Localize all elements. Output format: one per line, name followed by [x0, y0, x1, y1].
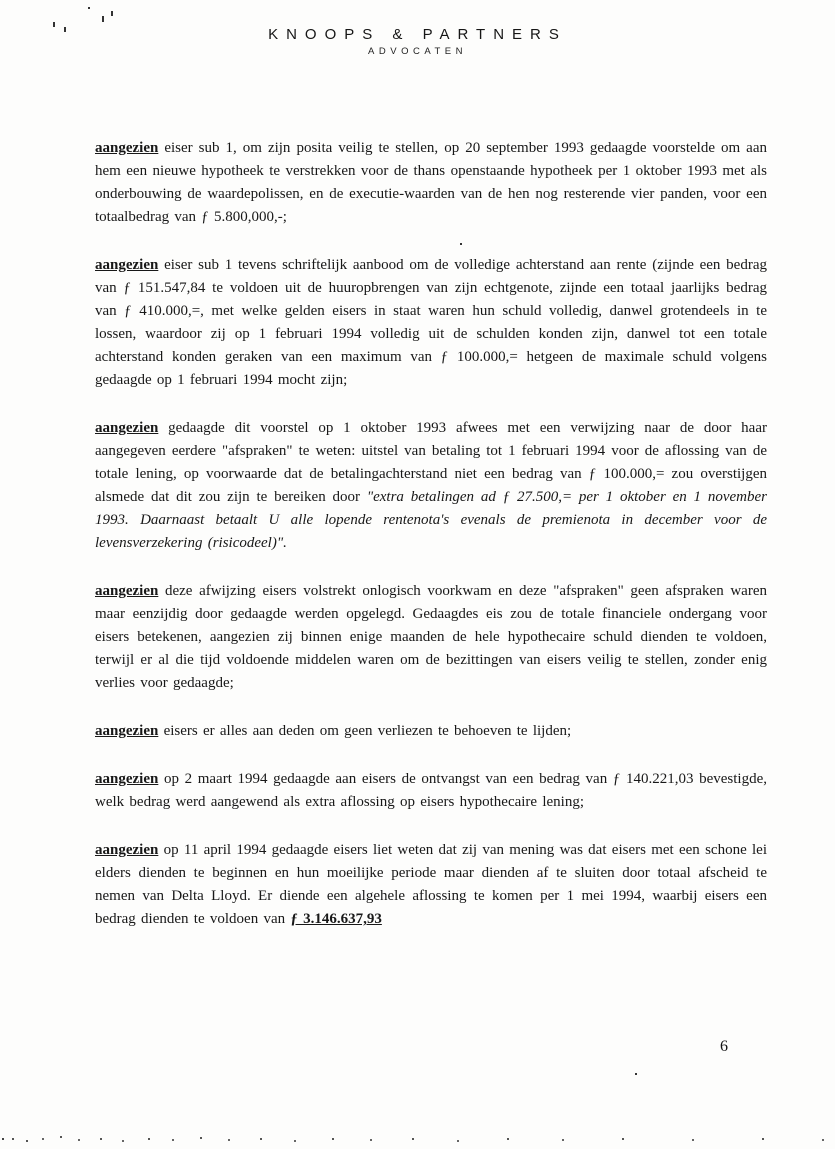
- clause-text: eiser sub 1 tevens schriftelijk aanbood om de volledige achterstand aan rente (zijnde een bedrag van ƒ 151.547,84 te voldoen uit de huuropbrengen van zijn echtgenote, zijnde een totaal jaarlijks bedrag van ƒ 410.000,=, met welke gelden eisers in staat waren hun schuld volledig, danwel grotendeels in te lossen, waardoor zij op 1 februari 1994 volledig uit de schulden konden zijn, danwel tot een totale achterstand konden geraken van een maximum van ƒ 100.000,= hetgeen de maximale schuld volgens gedaagde op 1 februari 1994 mocht zijn;: [95, 257, 767, 388]
- page-number: 6: [720, 1038, 728, 1055]
- scan-artifact: [102, 16, 104, 22]
- firm-name: KNOOPS & PARTNERS: [268, 26, 567, 43]
- clause-paragraph-3: [95, 417, 767, 555]
- firm-subtitle: ADVOCATEN: [368, 46, 467, 57]
- clause-lead: aangezien: [95, 771, 159, 787]
- clause-lead: aangezien: [95, 420, 159, 436]
- clause-lead: aangezien: [95, 723, 159, 739]
- clause-paragraph-6: [95, 768, 767, 814]
- scan-noise-row: [2, 1138, 4, 1140]
- clause-quote: "extra betalingen ad ƒ 27.500,= per 1 oktober en 1 november 1993. Daarnaast betaalt U alle lopende rentenota's evenals de premienota in december voor de levensverzekering (risicodeel)".: [95, 489, 767, 551]
- clause-lead: aangezien: [95, 140, 159, 156]
- clause-paragraph-7: [95, 839, 767, 931]
- clause-text: eiser sub 1, om zijn posita veilig te stellen, op 20 september 1993 gedaagde voorstelde om aan hem een nieuwe hypotheek te verstrekken voor de thans openstaande hypotheek per 1 oktober 1993 met als onderbouwing de waardepolissen, en de executie-waarden van de hen nog resterende vier panden, voor een totaalbedrag van ƒ 5.800,000,-;: [95, 140, 767, 225]
- clause-text: op 11 april 1994 gedaagde eisers liet weten dat zij van mening was dat eisers met een schone lei elders dienden te beginnen en hun moeilijke periode maar dienden af te sluiten door totaal afscheid te nemen van Delta Lloyd. Er diende een algehele aflossing te komen per 1 mei 1994, waarbij eisers een bedrag dienden te voldoen van: [95, 842, 767, 927]
- clause-text: gedaagde dit voorstel op 1 oktober 1993 afwees met een verwijzing naar de door haar aangegeven eerdere "afspraken" te weten: uitstel van betaling tot 1 februari 1994 voor de aflossing van de totale lening, op voorwaarde dat de betalingachterstand niet een bedrag van ƒ 100.000,= zou overstijgen alsmede dat dit zou zijn te bereiken door: [95, 420, 767, 505]
- clause-paragraph-4: [95, 580, 767, 695]
- letterhead: [0, 26, 835, 57]
- clause-lead: aangezien: [95, 257, 159, 273]
- highlighted-amount: ƒ 3.146.637,93: [290, 911, 382, 927]
- clause-paragraph-2: [95, 254, 767, 392]
- clause-text: deze afwijzing eisers volstrekt onlogisch voorkwam en deze "afspraken" geen afspraken waren maar eenzijdig door gedaagde werden opgelegd. Gedaagdes eis zou de totale financiele ondergang voor eisers betekenen, aangezien zij binnen enige maanden de hele hypothecaire schuld dienden te voldoen, terwijl er al die tijd voldoende middelen waren om de bezittingen van eisers veilig te stellen, zonder enig verlies voor gedaagde;: [95, 583, 767, 691]
- clause-text: eisers er alles aan deden om geen verliezen te behoeven te lijden;: [158, 723, 572, 739]
- clause-lead: aangezien: [95, 842, 159, 858]
- clause-lead: aangezien: [95, 583, 159, 599]
- scan-artifact: [635, 1073, 637, 1075]
- clause-paragraph-1: [95, 137, 767, 229]
- scan-artifact: [88, 7, 90, 9]
- scan-artifact: [111, 11, 113, 16]
- clause-text: op 2 maart 1994 gedaagde aan eisers de ontvangst van een bedrag van ƒ 140.221,03 bevestigde, welk bedrag werd aangewend als extra aflossing op eisers hypothecaire lening;: [95, 771, 767, 810]
- clause-paragraph-5: [95, 720, 767, 743]
- document-body: [95, 137, 767, 956]
